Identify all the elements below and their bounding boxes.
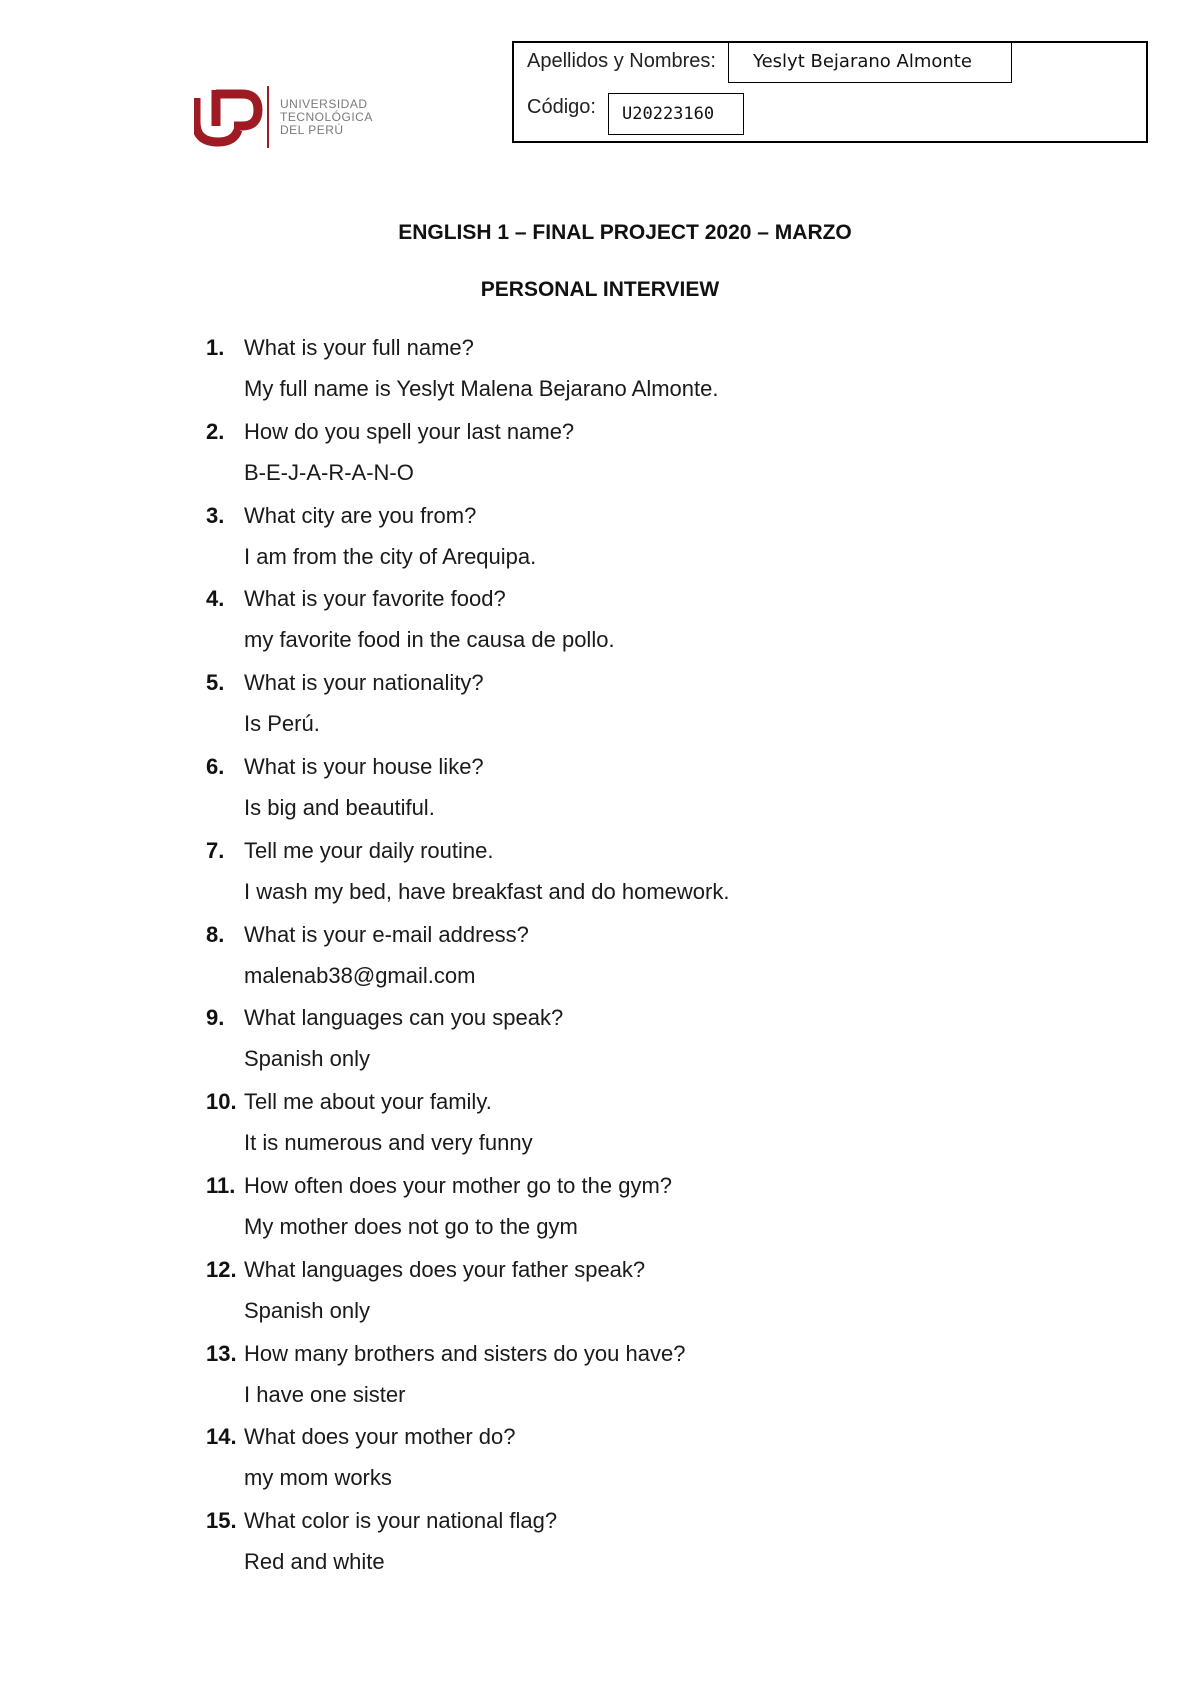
answer-text: Spanish only (244, 1297, 370, 1323)
question-text: What is your house like? (244, 753, 484, 779)
answer-text: malenab38@gmail.com (244, 962, 476, 988)
question-text: Tell me about your family. (244, 1089, 492, 1115)
answer-text: Spanish only (244, 1046, 370, 1072)
question-text: What is your full name? (244, 335, 474, 360)
answer-text: Is Perú. (244, 711, 320, 737)
answer-text: B-E-J-A-R-A-N-O (244, 459, 414, 485)
question-text: What does your mother do? (244, 1424, 516, 1450)
answer-text: Is big and beautiful. (244, 794, 435, 820)
interview-list (206, 334, 1106, 1591)
answer-text: Red and white (244, 1549, 385, 1575)
logo-line-1: UNIVERSIDAD (280, 97, 368, 111)
answer-text: I am from the city of Arequipa. (244, 543, 537, 569)
question-number: 12. (206, 1256, 237, 1282)
question-number: 11. (206, 1172, 236, 1198)
list-item (206, 1004, 1106, 1088)
question-text: What is your e-mail address? (244, 921, 529, 947)
question-text: What city are you from? (244, 502, 477, 528)
question-number: 6. (206, 753, 225, 779)
answer-text: I wash my bed, have breakfast and do homework. (244, 878, 730, 904)
list-item (206, 1088, 1106, 1172)
document-title: ENGLISH 1 – FINAL PROJECT 2020 – MARZO (398, 221, 852, 244)
question-text: What is your favorite food? (244, 586, 506, 612)
question-number: 1. (206, 335, 225, 360)
document-subtitle: PERSONAL INTERVIEW (480, 278, 720, 301)
question-number: 14. (206, 1424, 237, 1450)
list-item (206, 1423, 1106, 1507)
name-label: Apellidos y Nombres: (527, 50, 716, 72)
answer-text: my mom works (244, 1465, 392, 1491)
list-item (206, 921, 1106, 1005)
question-number: 10. (206, 1089, 237, 1115)
answer-text: It is numerous and very funny (244, 1130, 533, 1156)
list-item (206, 418, 1106, 502)
answer-text: my favorite food in the causa de pollo. (244, 627, 615, 653)
list-item (206, 585, 1106, 669)
question-text: Tell me your daily routine. (244, 837, 494, 863)
list-item (206, 1340, 1106, 1424)
utp-logo (194, 86, 374, 148)
question-number: 8. (206, 921, 225, 947)
question-number: 15. (206, 1508, 237, 1534)
student-info-box (512, 41, 1148, 143)
question-text: How often does your mother go to the gym? (244, 1172, 673, 1198)
list-item (206, 837, 1106, 921)
question-text: What color is your national flag? (244, 1508, 558, 1534)
question-number: 3. (206, 502, 225, 528)
question-text: How many brothers and sisters do you have? (244, 1340, 686, 1366)
utp-logo-icon (194, 86, 274, 148)
answer-text: I have one sister (244, 1381, 406, 1407)
question-text: What languages does your father speak? (244, 1256, 646, 1282)
question-number: 4. (206, 586, 225, 612)
list-item (206, 1507, 1106, 1591)
code-label: Código: (527, 96, 596, 118)
question-text: What is your nationality? (244, 670, 484, 696)
question-number: 7. (206, 837, 225, 863)
answer-text: My mother does not go to the gym (244, 1213, 578, 1239)
list-item (206, 334, 1106, 418)
question-number: 2. (206, 418, 225, 444)
list-item (206, 753, 1106, 837)
question-text: What languages can you speak? (244, 1005, 564, 1031)
question-number: 13. (206, 1340, 237, 1366)
logo-wordmark (280, 98, 373, 137)
logo-line-3: DEL PERÚ (280, 123, 344, 137)
list-item (206, 502, 1106, 586)
question-number: 5. (206, 670, 225, 696)
answer-text: My full name is Yeslyt Malena Bejarano Almonte. (244, 376, 719, 401)
question-number: 9. (206, 1005, 225, 1031)
list-item (206, 1172, 1106, 1256)
list-item (206, 669, 1106, 753)
name-field[interactable]: Yeslyt Bejarano Almonte (728, 41, 1012, 83)
list-item (206, 1256, 1106, 1340)
question-text: How do you spell your last name? (244, 418, 575, 444)
code-field[interactable]: U20223160 (608, 93, 744, 135)
logo-line-2: TECNOLÓGICA (280, 110, 373, 124)
